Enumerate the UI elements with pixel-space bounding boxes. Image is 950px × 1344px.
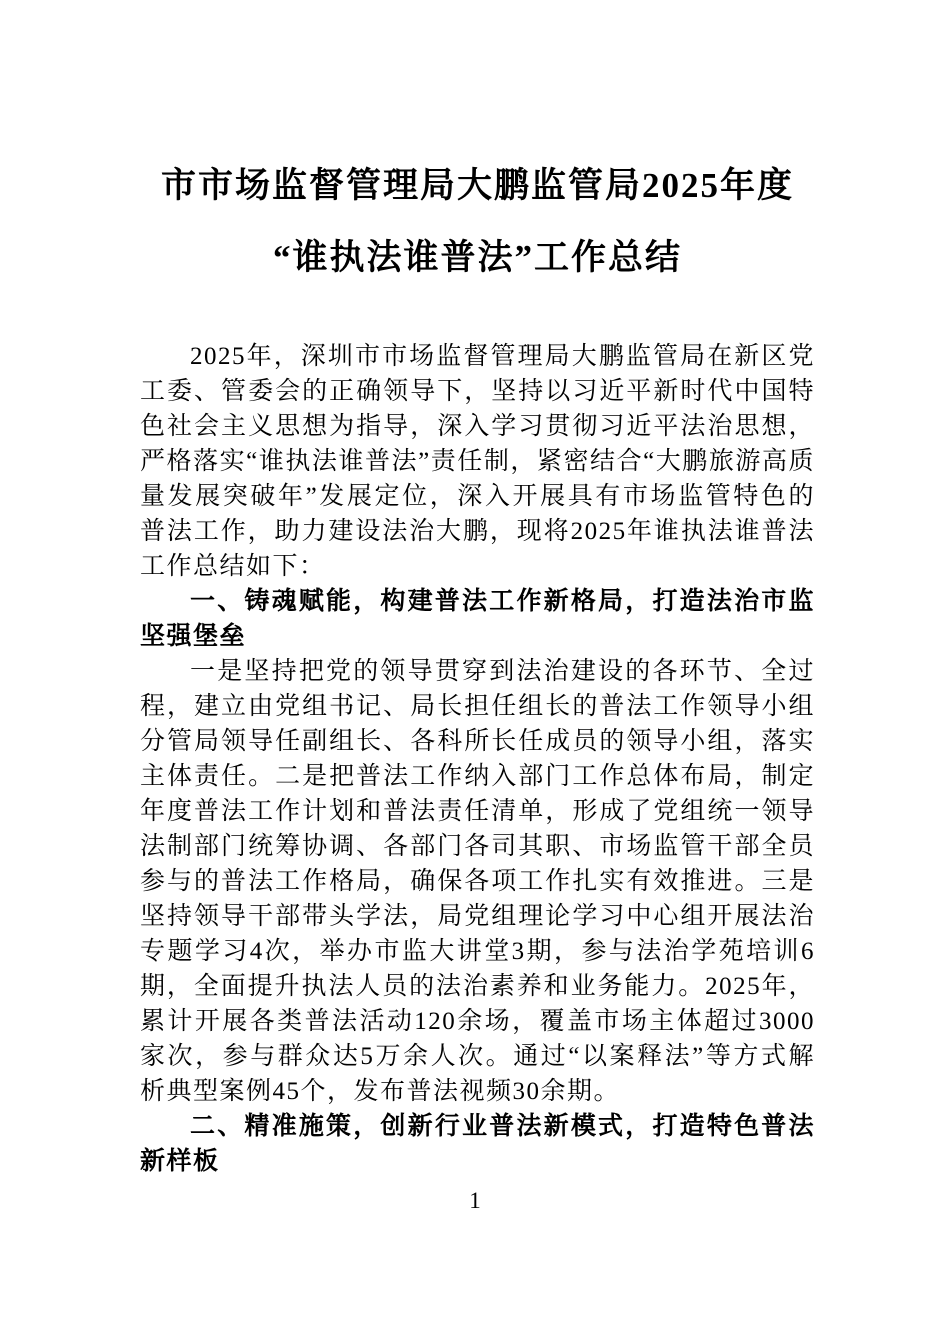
document-content — [140, 150, 815, 1179]
section-heading-1: 一、铸魂赋能，构建普法工作新格局，打造法治市监坚强堡垒 — [140, 587, 815, 650]
body-paragraph: 2025年，深圳市市场监督管理局大鹏监管局在新区党工委、管委会的正确领导下，坚持以习近平新时代中国特色社会主义思想为指导，深入学习贯彻习近平法治思想，严格落实“谁执法谁普法”责任制，紧密结合“大鹏旅游高质量发展突破年”发展定位，深入开展具有市场监管特色的普法工作，助力建设法治大鹏，现将2025年谁执法谁普法工作总结如下： — [140, 343, 815, 580]
document-title — [140, 150, 815, 294]
title-line-2: “谁执法谁普法”工作总结 — [272, 238, 682, 277]
page-number: 1 — [469, 1188, 481, 1213]
title-line-1: 市市场监督管理局大鹏监管局2025年度 — [160, 166, 794, 205]
document-body — [140, 339, 815, 1179]
body-paragraph: 一是坚持把党的领导贯穿到法治建设的各环节、全过程，建立由党组书记、局长担任组长的普法工作领导小组分管局领导任副组长、各科所长任成员的领导小组，落实主体责任。二是把普法工作纳入部门工作总体布局，制定年度普法工作计划和普法责任清单，形成了党组统一领导法制部门统筹协调、各部门各司其职、市场监管干部全员参与的普法工作格局，确保各项工作扎实有效推进。三是坚持领导干部带头学法，局党组理论学习中心组开展法治专题学习4次，举办市监大讲堂3期，参与法治学苑培训6期，全面提升执法人员的法治素养和业务能力。2025年，累计开展各类普法活动120余场，覆盖市场主体超过3000家次，参与群众达5万余人次。通过“以案释法”等方式解析典型案例45个，发布普法视频30余期。 — [140, 658, 815, 1105]
section-heading-2: 二、精准施策，创新行业普法新模式，打造特色普法新样板 — [140, 1112, 815, 1175]
